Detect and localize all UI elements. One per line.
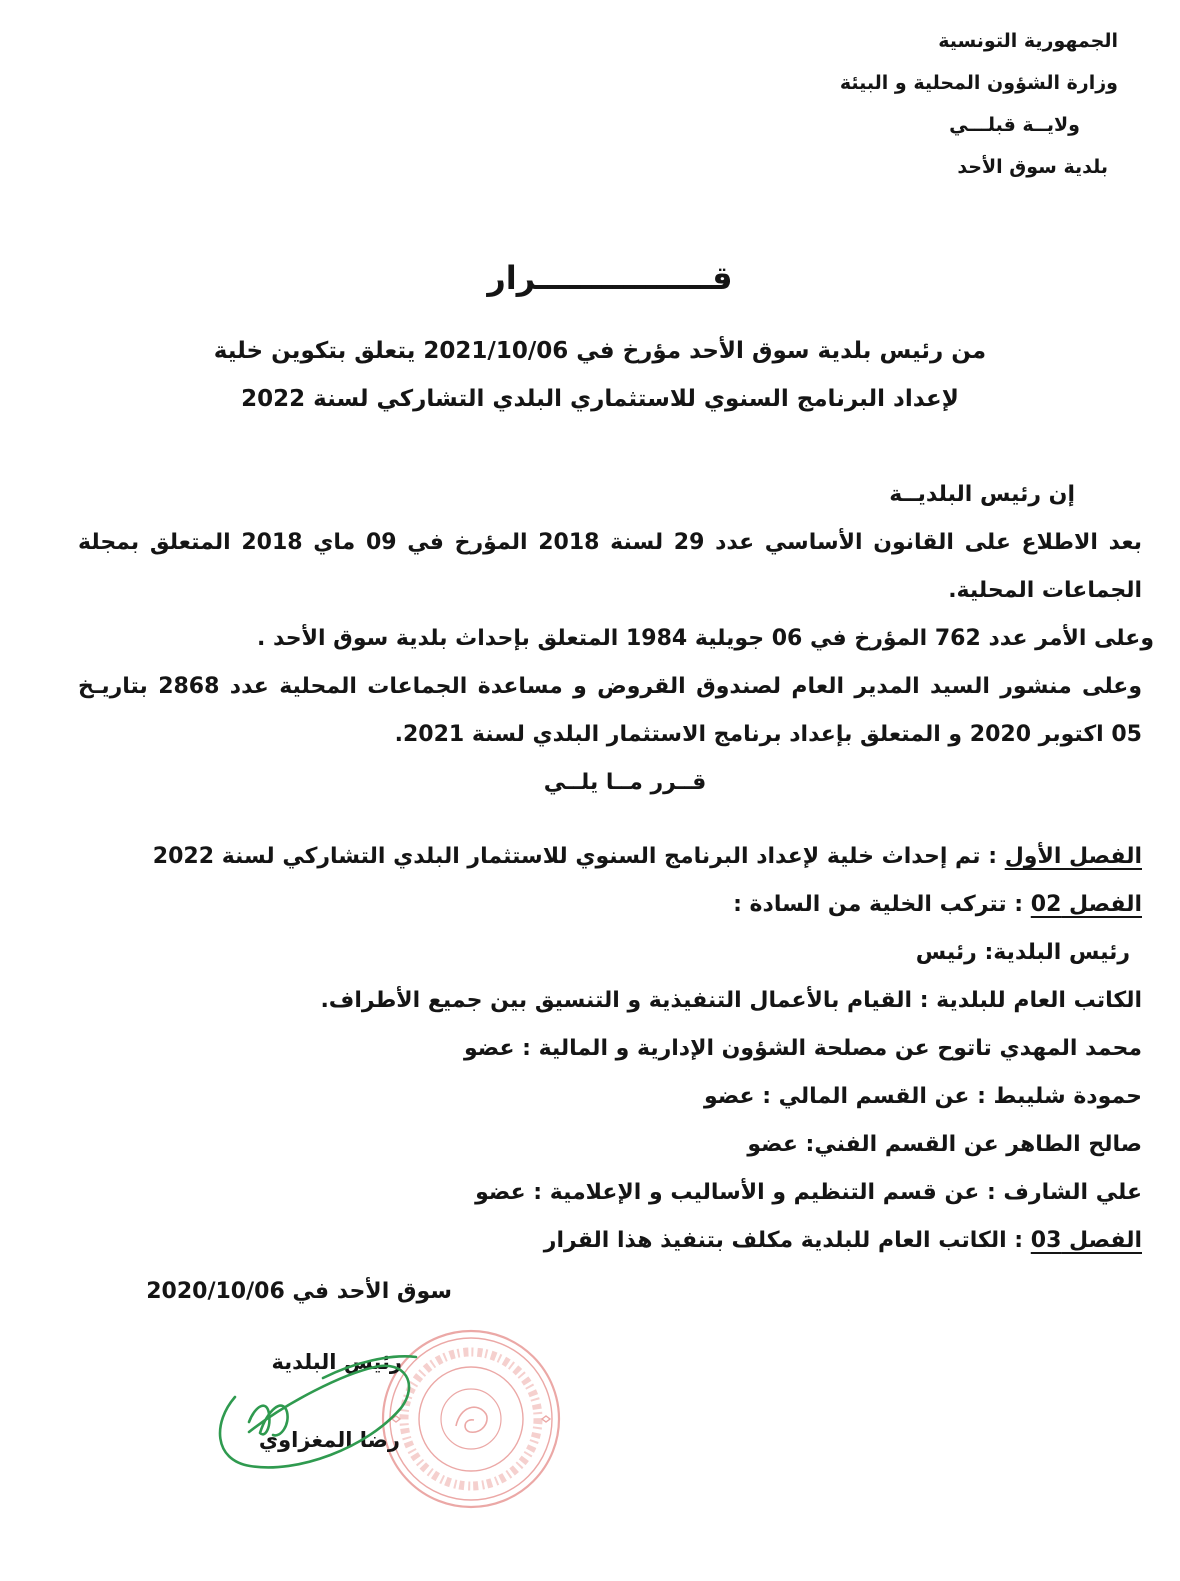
signatory-title: رئيس البلدية xyxy=(271,1350,402,1374)
member-item: محمد المهدي تاتوح عن مصلحة الشؤون الإدارية و المالية : عضو xyxy=(463,1036,1142,1061)
stamp-lettering-ring xyxy=(404,1352,538,1486)
article-3-label: الفصل 03 xyxy=(1030,1228,1142,1253)
member-item: حمودة شليبط : عن القسم المالي : عضو xyxy=(704,1084,1142,1109)
recital-organic-law: بعد الاطلاع على القانون الأساسي عدد 29 لسنة 2018 المؤرخ في 09 ماي 2018 المتعلق بمجلة الجماعات المحلية. xyxy=(78,530,1143,603)
place-and-date: سوق الأحد في 2020/10/06 xyxy=(146,1279,452,1304)
member-item: صالح الطاهر عن القسم الفني: عضو xyxy=(747,1132,1142,1157)
member-item: علي الشارف : عن قسم التنظيم و الأساليب و الإعلامية : عضو xyxy=(475,1180,1142,1205)
document-title: قــــــــــــــــرار xyxy=(487,259,733,297)
subtitle-line-2: لإعداد البرنامج السنوي للاستثماري البلدي التشاركي لسنة 2022 xyxy=(241,386,959,412)
letterhead-municipality: بلدية سوق الأحد xyxy=(957,156,1108,178)
article-1 xyxy=(78,833,1142,881)
signature-loop xyxy=(220,1366,409,1468)
article-1-label: الفصل الأول xyxy=(1004,844,1142,869)
subtitle-line-1: من رئيس بلدية سوق الأحد مؤرخ في 2021/10/06 يتعلق بتكوين خلية xyxy=(213,338,987,364)
article-1-text: : تم إحداث خلية لإعداد البرنامج السنوي للاستثمار البلدي التشاركي لسنة 2022 xyxy=(152,844,1005,869)
handwritten-signature xyxy=(205,1352,420,1477)
signatory-name: رضا المغزاوي xyxy=(258,1428,400,1452)
letterhead-ministry: وزارة الشؤون المحلية و البيئة xyxy=(839,72,1118,94)
letterhead-country: الجمهورية التونسية xyxy=(938,30,1118,52)
recital-decree: وعلى الأمر عدد 762 المؤرخ في 06 جويلية 1984 المتعلق بإحداث بلدية سوق الأحد . xyxy=(257,626,1154,651)
decides-heading: قــرر مــا يلــي xyxy=(543,770,707,795)
document-body xyxy=(78,471,1154,1265)
member-item: الكاتب العام للبلدية : القيام بالأعمال التنفيذية و التنسيق بين جميع الأطراف. xyxy=(320,988,1142,1013)
member-item: رئيس البلدية: رئيس xyxy=(915,940,1130,965)
stamp-emblem xyxy=(441,1389,501,1449)
letterhead xyxy=(840,20,1118,188)
article-2-label: الفصل 02 xyxy=(1030,892,1142,917)
article-3-text: : الكاتب العام للبلدية مكلف بتنفيذ هذا القرار xyxy=(543,1228,1031,1253)
articles xyxy=(78,833,1142,1265)
stamp-inner-ring xyxy=(419,1367,523,1471)
article-3 xyxy=(78,1217,1142,1265)
article-2 xyxy=(78,881,1142,929)
letterhead-governorate: ولايــة قبلـــي xyxy=(949,114,1080,136)
document-subtitle xyxy=(100,327,1100,423)
stamp-emblem-mark xyxy=(456,1407,487,1432)
preamble-opening: إن رئيس البلديــة xyxy=(889,482,1075,507)
recital-circular: وعلى منشور السيد المدير العام لصندوق القروض و مساعدة الجماعات المحلية عدد 2868 بتاريـخ 05 اكتوبر 2020 و المتعلق بإعداد برنامج الاستثمار البلدي لسنة 2021. xyxy=(78,674,1143,747)
article-2-text: : تتركب الخلية من السادة : xyxy=(733,892,1031,917)
